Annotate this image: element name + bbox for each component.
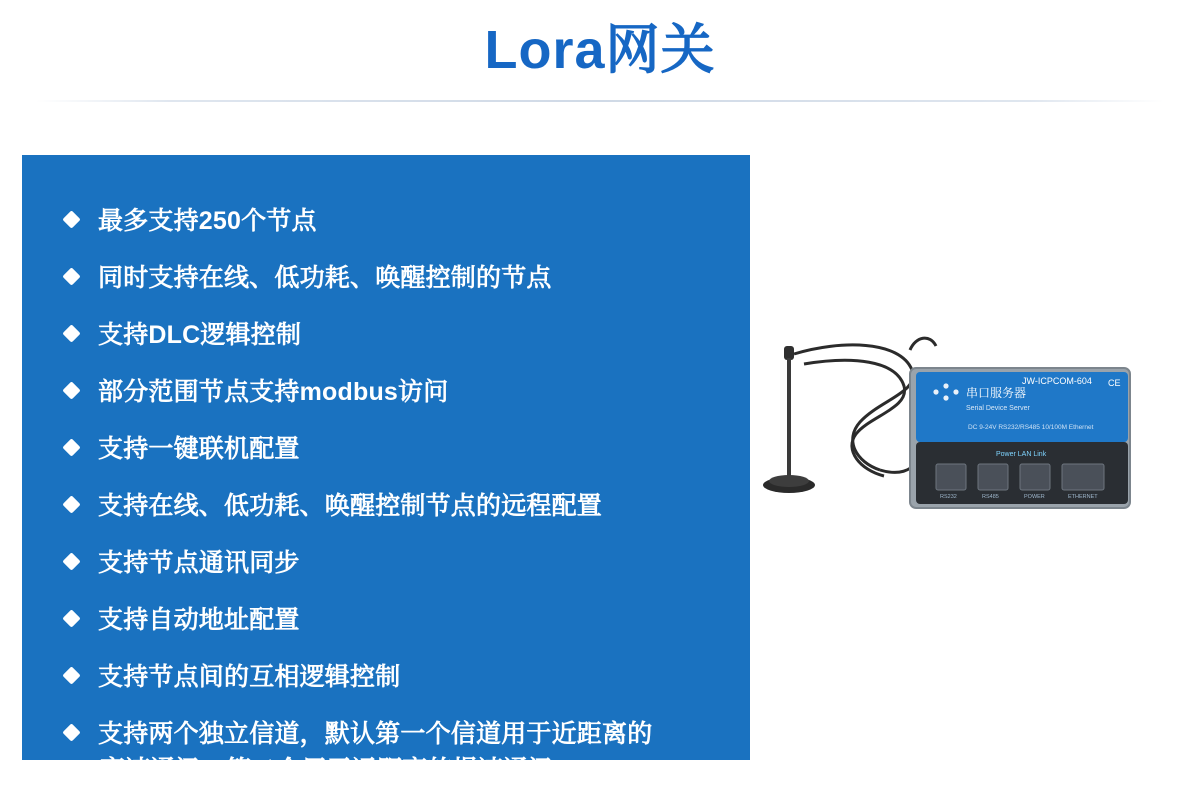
- diamond-icon: [62, 609, 82, 629]
- svg-text:POWER: POWER: [1024, 494, 1045, 500]
- list-item: [62, 488, 724, 524]
- ce-mark-label: CE: [1108, 378, 1121, 388]
- svg-text:RS485: RS485: [982, 494, 999, 500]
- device-spec-text: DC 9-24V RS232/RS485 10/100M Ethernet: [968, 424, 1094, 431]
- list-item: [62, 716, 724, 788]
- device-label: 串口服务器: [966, 386, 1027, 400]
- feature-text-line2: 高速通讯，第二个用于远距离的慢速通讯。: [100, 756, 579, 784]
- diamond-icon: [62, 552, 82, 572]
- antenna-icon: [763, 346, 815, 493]
- feature-panel: [22, 155, 750, 784]
- title-area: [0, 0, 1200, 100]
- bottom-label: Power LAN Link: [996, 451, 1047, 458]
- gateway-device: [910, 368, 1130, 508]
- feature-text: 支持节点通讯同步: [98, 549, 300, 577]
- diamond-icon: [62, 381, 82, 401]
- feature-text: 最多支持250个节点: [98, 207, 317, 235]
- list-item: [62, 260, 724, 296]
- page-title: Lora网关: [484, 20, 716, 80]
- list-item: [62, 374, 724, 410]
- diamond-icon: [62, 723, 82, 743]
- feature-list: [62, 203, 724, 788]
- diamond-icon: [62, 324, 82, 344]
- diamond-icon: [62, 438, 82, 458]
- diamond-icon: [62, 666, 82, 686]
- list-item: [62, 317, 724, 353]
- list-item: [62, 602, 724, 638]
- feature-text-multiline: [98, 716, 652, 788]
- feature-text: 支持DLC逻辑控制: [98, 321, 302, 349]
- list-item: [62, 659, 724, 695]
- feature-text-line1: 支持两个独立信道，默认第一个信道用于近距离的: [98, 720, 653, 748]
- list-item: [62, 203, 724, 239]
- list-item: [62, 545, 724, 581]
- device-sub-label: Serial Device Server: [966, 405, 1030, 412]
- feature-text: 支持节点间的互相逻辑控制: [98, 663, 401, 691]
- diamond-icon: [62, 267, 82, 287]
- list-item: [62, 431, 724, 467]
- feature-text: 支持自动地址配置: [98, 606, 300, 634]
- diamond-icon: [62, 495, 82, 515]
- product-image: [760, 330, 1180, 600]
- feature-text: 部分范围节点支持modbus访问: [98, 378, 449, 406]
- feature-text: 支持在线、低功耗、唤醒控制节点的远程配置: [98, 492, 603, 520]
- feature-text: 支持一键联机配置: [98, 435, 300, 463]
- device-model-label: JW-ICPCOM-604: [1022, 376, 1092, 386]
- diamond-icon: [62, 210, 82, 230]
- svg-text:RS232: RS232: [940, 494, 957, 500]
- title-divider: [36, 100, 1164, 102]
- feature-text: 同时支持在线、低功耗、唤醒控制的节点: [98, 264, 552, 292]
- svg-text:ETHERNET: ETHERNET: [1068, 494, 1098, 500]
